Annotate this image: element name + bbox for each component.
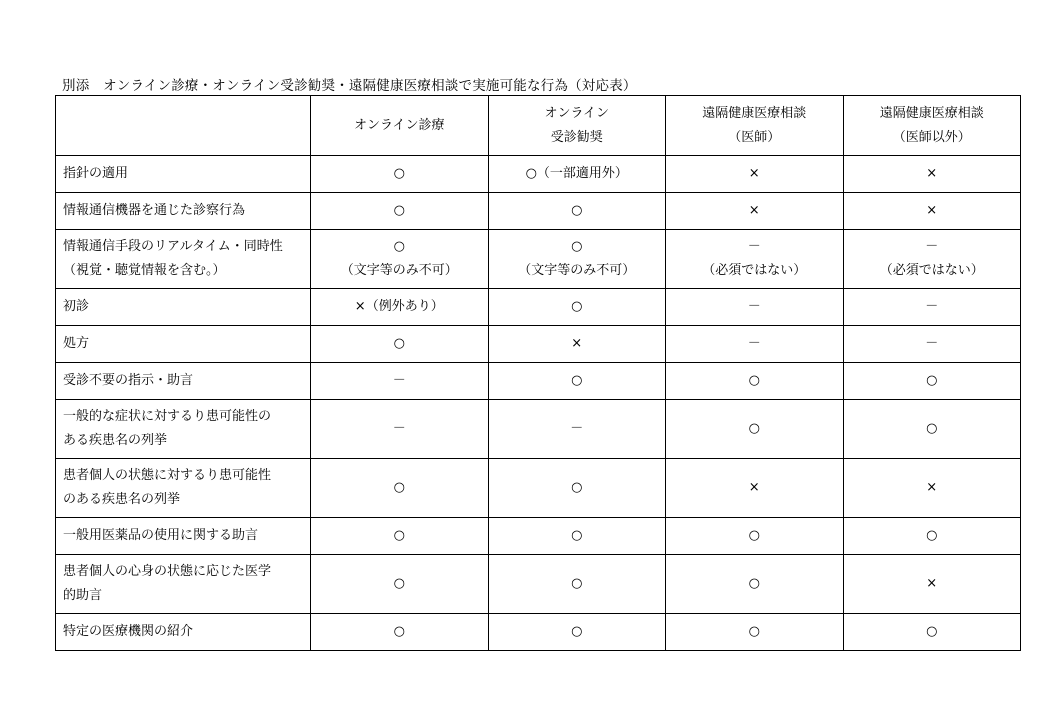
table-cell (843, 363, 1021, 400)
cell-text: ○ (393, 203, 405, 218)
table-cell (311, 289, 489, 326)
table-row (56, 614, 1021, 651)
header-text: 受診勧奨 (550, 129, 603, 145)
table-cell (843, 400, 1021, 459)
cell-text: ○ (393, 624, 405, 639)
cell-text: ×（例外あり） (354, 299, 444, 314)
cell-text: ○ (571, 624, 583, 639)
table-row (56, 326, 1021, 363)
table-row (56, 230, 1021, 289)
table-cell (843, 459, 1021, 518)
cell-text: × (748, 480, 760, 495)
correspondence-table (55, 95, 1021, 651)
header-text: オンライン (544, 105, 610, 121)
table-cell (843, 614, 1021, 651)
cell-text: × (926, 203, 938, 218)
row-label-text: 初診 (63, 299, 90, 314)
row-label-text: （視覚・聴覚情報を含む。） (63, 263, 226, 278)
table-cell (311, 614, 489, 651)
header-text: オンライン診療 (353, 117, 445, 133)
row-label-text: 患者個人の状態に対するり患可能性 (63, 468, 272, 483)
cell-text: × (748, 166, 760, 181)
row-label-text: のある疾患名の列挙 (63, 492, 181, 507)
cell-text: ○ (748, 373, 760, 388)
cell-text: ○ (926, 528, 938, 543)
table-cell (666, 518, 844, 555)
row-label-text: 患者個人の心身の状態に応じた医学 (63, 564, 272, 579)
table-cell (666, 400, 844, 459)
row-label (56, 555, 311, 614)
table-cell (311, 459, 489, 518)
cell-text: － (925, 239, 939, 254)
cell-text: ○ (571, 480, 583, 495)
cell-text: ○ (748, 624, 760, 639)
cell-text: ○ (393, 166, 405, 181)
cell-text: － (747, 336, 761, 351)
cell-text: － (747, 239, 761, 254)
header-cell-online-consultation (311, 96, 489, 156)
cell-text: － (392, 373, 406, 388)
row-label-text: 受診不要の指示・助言 (63, 373, 194, 388)
table-cell (488, 193, 666, 230)
table-cell (488, 400, 666, 459)
row-label-text: 特定の医療機関の紹介 (63, 624, 194, 639)
table-cell (311, 156, 489, 193)
cell-text: × (571, 336, 583, 351)
table-cell (666, 459, 844, 518)
header-text: （医師） (728, 129, 781, 145)
table-cell (488, 555, 666, 614)
row-label (56, 230, 311, 289)
table-row (56, 289, 1021, 326)
cell-text: ○ (571, 299, 583, 314)
row-label-text: 情報通信手段のリアルタイム・同時性 (63, 239, 283, 254)
table-cell (843, 156, 1021, 193)
table-header-row (56, 96, 1021, 156)
header-cell-remote-consult-non-doctor (843, 96, 1021, 156)
table-row (56, 156, 1021, 193)
cell-text: － (925, 336, 939, 351)
cell-text: ○ (748, 421, 760, 436)
row-label (56, 326, 311, 363)
cell-text: ○ (571, 203, 583, 218)
cell-text: ○ (926, 624, 938, 639)
cell-text: ○ (393, 528, 405, 543)
cell-text: × (926, 480, 938, 495)
row-label-text: 的助言 (63, 588, 103, 603)
table-cell (488, 230, 666, 289)
header-text: （医師以外） (892, 129, 971, 145)
row-label-text: 一般用医薬品の使用に関する助言 (63, 528, 259, 543)
cell-text: ○ (393, 336, 405, 351)
table-cell (666, 614, 844, 651)
table-row (56, 518, 1021, 555)
table-row (56, 459, 1021, 518)
header-cell-remote-consult-doctor (666, 96, 844, 156)
cell-text: － (570, 421, 584, 436)
table-cell (666, 193, 844, 230)
table-cell (311, 230, 489, 289)
table-cell (488, 289, 666, 326)
row-label (56, 400, 311, 459)
table-cell (843, 193, 1021, 230)
cell-text: ○ (571, 576, 583, 591)
table-cell (488, 518, 666, 555)
row-label-text: 処方 (63, 336, 90, 351)
cell-text: ○ (926, 373, 938, 388)
row-label-text: 指針の適用 (63, 166, 129, 181)
cell-note: （必須ではない） (879, 263, 984, 278)
cell-note: （必須ではない） (702, 263, 807, 278)
cell-text: ○ (748, 528, 760, 543)
cell-text: ○ (393, 576, 405, 591)
cell-note: （文字等のみ不可） (518, 263, 636, 278)
row-label (56, 156, 311, 193)
table-cell (488, 614, 666, 651)
document-caption: 別添 オンライン診療・オンライン受診勧奨・遠隔健康医療相談で実施可能な行為（対応表） (62, 78, 637, 94)
cell-text: × (926, 166, 938, 181)
cell-text: ○ (571, 373, 583, 388)
table-cell (666, 156, 844, 193)
header-text: 遠隔健康医療相談 (702, 105, 807, 121)
row-label-text: 一般的な症状に対するり患可能性の (63, 409, 272, 424)
table-cell (311, 363, 489, 400)
header-cell-online-recommendation (488, 96, 666, 156)
cell-text: × (926, 576, 938, 591)
cell-text: × (748, 203, 760, 218)
cell-text: ○ (748, 576, 760, 591)
table-cell (843, 289, 1021, 326)
table-cell (488, 156, 666, 193)
cell-text: ○ (571, 528, 583, 543)
cell-text: － (925, 299, 939, 314)
table-cell (843, 230, 1021, 289)
cell-text: ○ (393, 480, 405, 495)
table-cell (843, 518, 1021, 555)
row-label (56, 518, 311, 555)
table-cell (666, 555, 844, 614)
cell-text: ○（一部適用外） (525, 166, 628, 181)
table-row (56, 555, 1021, 614)
table-cell (666, 289, 844, 326)
row-label (56, 614, 311, 651)
table-cell (311, 400, 489, 459)
cell-text: － (747, 299, 761, 314)
cell-text: ○ (926, 421, 938, 436)
row-label (56, 363, 311, 400)
table-cell (666, 363, 844, 400)
table-row (56, 363, 1021, 400)
table-cell (488, 459, 666, 518)
table-cell (666, 326, 844, 363)
cell-text: － (392, 421, 406, 436)
cell-text: ○ (393, 239, 405, 254)
header-text: 遠隔健康医療相談 (879, 105, 984, 121)
row-label-text: ある疾患名の列挙 (63, 433, 168, 448)
table-cell (311, 193, 489, 230)
table-cell (843, 326, 1021, 363)
table-cell (666, 230, 844, 289)
table-cell (311, 518, 489, 555)
table-cell (311, 555, 489, 614)
row-label-text: 情報通信機器を通じた診察行為 (63, 203, 246, 218)
header-cell-blank (56, 96, 311, 156)
table-row (56, 400, 1021, 459)
row-label (56, 459, 311, 518)
table-cell (843, 555, 1021, 614)
row-label (56, 193, 311, 230)
table-cell (488, 363, 666, 400)
table-cell (311, 326, 489, 363)
row-label (56, 289, 311, 326)
cell-text: ○ (571, 239, 583, 254)
table-row (56, 193, 1021, 230)
cell-note: （文字等のみ不可） (340, 263, 458, 278)
table-cell (488, 326, 666, 363)
